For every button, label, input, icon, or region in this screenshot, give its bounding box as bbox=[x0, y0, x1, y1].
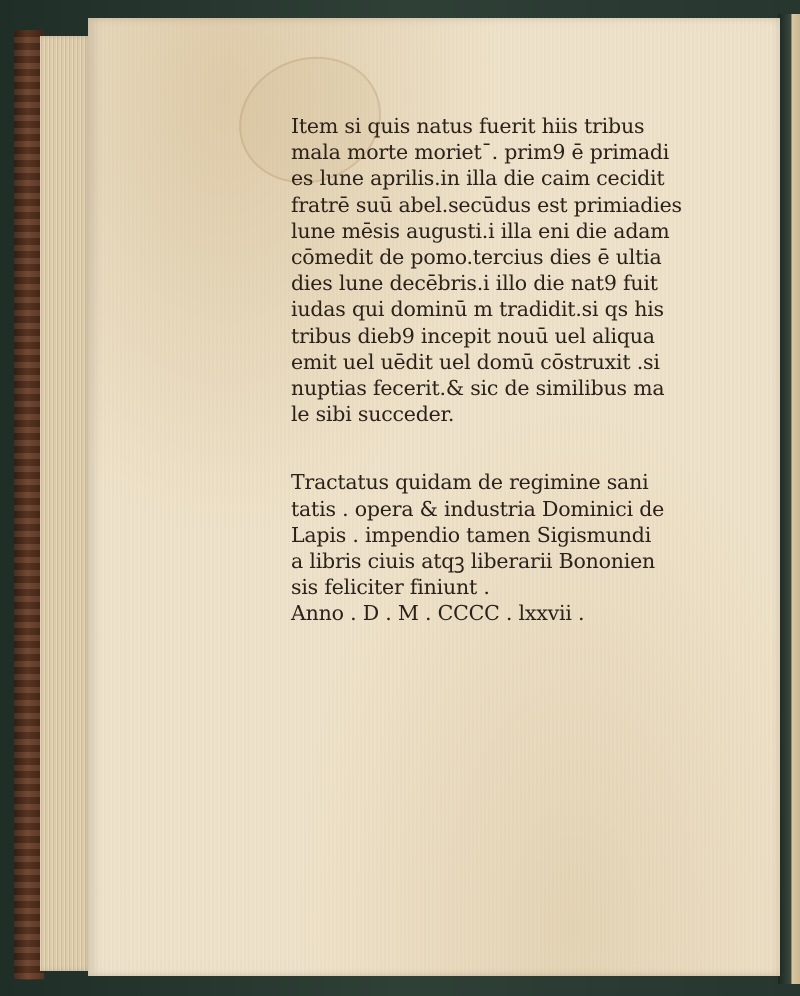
text-line: sis feliciter finiunt . bbox=[291, 575, 490, 600]
text-line: a libris ciuis atqꝫ liberarii Bononien bbox=[291, 549, 656, 574]
text-line: dies lune decēbris.i illo die nat9 fuit bbox=[291, 271, 658, 296]
text-line: emit uel uēdit uel domū cōstruxit .si bbox=[291, 349, 660, 374]
text-line: cōmedit de pomo.tercius dies ē ultia bbox=[291, 245, 662, 270]
paragraph-colophon bbox=[291, 469, 671, 626]
text-line: tatis . opera & industria Dominici de bbox=[291, 496, 665, 521]
facing-page-edge bbox=[778, 14, 800, 984]
paragraph-prognostication bbox=[291, 113, 682, 427]
page-text bbox=[291, 113, 682, 627]
text-line: nuptias fecerit.& sic de similibus ma bbox=[291, 376, 665, 401]
paragraph-gap bbox=[291, 427, 671, 469]
text-line: tribus dieb9 incepit nouū uel aliqua bbox=[291, 323, 655, 348]
text-line: fratrē suū abel.secūdus est primiadies bbox=[291, 192, 682, 217]
colophon-date: Anno . D . M . CCCC . lxxvii . bbox=[291, 601, 585, 626]
text-line: lune mēsis augusti.i illa eni die adam bbox=[291, 218, 670, 243]
text-line: Tractatus quidam de regimine sani bbox=[291, 470, 649, 495]
text-line: Lapis . impendio tamen Sigismundi bbox=[291, 522, 652, 547]
page-edges bbox=[40, 36, 92, 971]
text-line: iudas qui dominū m tradidit.si qs his bbox=[291, 297, 664, 322]
text-line: le sibi succeder. bbox=[291, 402, 455, 427]
text-line: es lune aprilis.in illa die caim cecidit bbox=[291, 166, 665, 191]
text-line: Item si quis natus fuerit hiis tribus bbox=[291, 114, 645, 138]
text-line: mala morte morietˉ. prim9 ē primadi bbox=[291, 140, 670, 165]
